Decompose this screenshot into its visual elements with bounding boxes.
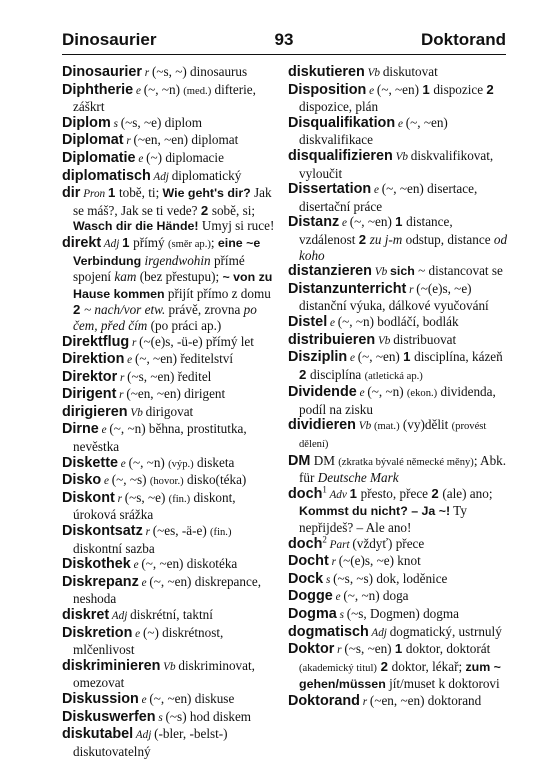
headword: Dock	[288, 570, 324, 587]
headword: doch	[288, 535, 323, 552]
example-phrase: Kommst du nicht? – Ja ~!	[299, 504, 451, 519]
translation-text: (~, ~en) diskrepance, neshoda	[73, 573, 262, 607]
grammar-tag: e	[332, 591, 344, 604]
translation-text: diskontní sazba	[73, 540, 155, 556]
entry-disziplin	[288, 349, 508, 384]
translation-text: (~s) hod diskem	[165, 708, 252, 724]
translation-text: (~) diplomacie	[146, 149, 224, 165]
grammar-tag: e	[339, 217, 350, 230]
headword: Distanzunterricht	[288, 280, 407, 297]
translation-text: (-bler, -belst-) diskutovatelný	[73, 726, 228, 759]
translation-text: difterie, záškrt	[73, 81, 256, 115]
grammar-tag: e	[124, 354, 135, 367]
grammar-tag: Vb	[364, 67, 383, 79]
translation-text: (~, ~en)	[349, 214, 396, 230]
translation-text: dirigovat	[145, 403, 194, 419]
translation-text: (~, ~en) disertace, disertační práce	[299, 181, 478, 214]
grammar-tag: r	[406, 283, 417, 296]
translation-text: sobě, si;	[211, 202, 256, 218]
entry-disko	[62, 472, 280, 490]
grammar-tag: Adj	[109, 610, 131, 622]
grammar-tag: e	[98, 424, 110, 437]
usage-note: (atletická ap.)	[364, 370, 423, 382]
translation-text: dispozice	[433, 81, 487, 97]
headword: Dissertation	[288, 181, 372, 198]
translation-text: diskvalifikovat, vyloučit	[299, 147, 494, 181]
sense-number: 2	[376, 658, 392, 674]
headword: Doktor	[288, 641, 335, 658]
grammar-tag: Pron	[80, 188, 108, 201]
headword: diskriminieren	[62, 657, 161, 674]
entry-distanz	[288, 214, 508, 263]
sense-number: 1	[107, 185, 119, 201]
translation-text: (~) diskrétnost, mlčenlivost	[73, 624, 224, 658]
headword: distribuieren	[288, 331, 376, 348]
headword: direkt	[62, 234, 102, 251]
entry-distanzunterricht	[288, 281, 508, 314]
headword: doch	[288, 485, 323, 502]
translation-text: odstup, distance	[402, 231, 494, 247]
translation-text: diskriminovat, omezovat	[73, 657, 255, 691]
entry-dock	[288, 571, 508, 589]
grammar-tag: e	[130, 559, 142, 572]
homograph-number: 2	[322, 534, 327, 545]
grammar-tag: r	[142, 526, 153, 539]
grammar-tag: Vb	[127, 406, 146, 419]
entry-disposition	[288, 82, 508, 115]
translation-text: (~s, ~e)	[124, 489, 169, 505]
headword: Direktor	[62, 368, 118, 385]
grammar-tag: s	[336, 609, 347, 621]
translation-text: (~, ~n)	[128, 454, 169, 470]
translation-text: (~, ~n) doga	[343, 588, 409, 604]
translation-text: doktor, lékař;	[391, 658, 466, 674]
translation-text: (~s, ~en) ředitel	[127, 368, 212, 384]
headword: Diskette	[62, 454, 118, 471]
headword: Disposition	[288, 81, 367, 98]
translation-text: ~ distancovat se	[414, 263, 503, 279]
entry-diskont	[62, 490, 280, 523]
translation-text: (~, ~en) diskotéka	[141, 556, 238, 572]
headword: Diskrepanz	[62, 573, 139, 590]
entry-diskretion	[62, 625, 280, 658]
page-header	[62, 30, 506, 56]
entry-diplomatie	[62, 150, 280, 168]
translation-text: (~(e)s, ~e) knot	[338, 553, 421, 569]
headword: Docht	[288, 553, 329, 570]
headword: Direktflug	[62, 333, 130, 350]
usage-note: (fin.)	[168, 493, 191, 505]
translation-text: (~, ~en) diskvalifikace	[299, 114, 448, 148]
entry-diskothek	[62, 556, 280, 574]
headword: Dinosaurier	[62, 64, 142, 80]
headword: Diskussion	[62, 690, 139, 707]
headword: dogmatisch	[288, 623, 369, 640]
translation-text: dispozice, plán	[299, 99, 379, 115]
example-phrase: Wie geht's dir?	[162, 186, 251, 201]
usage-note: (výp.)	[168, 458, 194, 470]
usage-note: (fin.)	[210, 527, 232, 539]
sense-number: 1	[349, 485, 361, 501]
grammar-tag: Adj	[368, 626, 390, 639]
translation-text: (~, ~en)	[376, 81, 423, 97]
grammar-tag: r	[116, 389, 127, 402]
translation-text: (~, ~en)	[357, 349, 404, 365]
grammar-tag: Part	[326, 538, 353, 551]
translation-text: distance, vzdálenost	[299, 214, 453, 247]
example-phrase: sich	[390, 264, 415, 279]
headword: dirigieren	[62, 403, 128, 420]
usage-note: (med.)	[183, 85, 212, 97]
translation-text: přijít přímo z domu	[164, 285, 271, 301]
grammar-tag: e	[138, 576, 150, 589]
homograph-number: 1	[322, 484, 327, 495]
italic-note: zu j-m	[369, 231, 403, 247]
right-column	[288, 64, 508, 711]
grammar-tag: e	[135, 152, 147, 165]
header-first-entry: Dinosaurier	[62, 30, 157, 49]
translation-text: (~, ~n)	[143, 81, 184, 97]
entry-doktor	[288, 641, 508, 693]
entry-dividende	[288, 384, 508, 417]
entry-diskutabel	[62, 726, 280, 759]
entry-direktion	[62, 351, 280, 369]
entry-disqualifikation	[288, 115, 508, 148]
entry-diplomatisch	[62, 168, 280, 186]
grammar-tag: e	[356, 387, 368, 400]
example-phrase: ~ von zu Hause kommen	[73, 270, 273, 301]
usage-note: (mat.)	[374, 421, 400, 433]
headword: Diskont	[62, 489, 115, 506]
italic-note: kam	[114, 269, 137, 285]
entry-diskette	[62, 455, 280, 473]
grammar-tag: Vb	[355, 420, 375, 433]
headword: Diplomatie	[62, 149, 136, 166]
headword: Diskothek	[62, 556, 131, 573]
entry-distribuieren	[288, 332, 508, 350]
grammar-tag: e	[327, 316, 338, 329]
headword: DM	[288, 452, 311, 469]
entry-dirigent	[62, 386, 280, 404]
translation-text: (vždyť) přece	[352, 535, 425, 551]
sense-number: 2	[486, 81, 494, 97]
grammar-tag: r	[141, 67, 152, 79]
grammar-tag: Vb	[160, 660, 179, 673]
grammar-tag: r	[359, 695, 370, 708]
headword: Distel	[288, 313, 328, 330]
grammar-tag: r	[114, 492, 125, 505]
translation-text: distribuovat	[393, 331, 457, 347]
italic-note: irgendwohin	[141, 252, 211, 268]
entry-dissertation	[288, 181, 508, 214]
sense-number: 1	[394, 641, 406, 657]
entry-doktorand	[288, 693, 508, 711]
usage-note: (ekon.)	[406, 388, 438, 400]
translation-text: právě, zrovna	[165, 302, 244, 318]
grammar-tag: e	[371, 184, 382, 197]
header-rule	[62, 54, 506, 55]
entry-diskussion	[62, 691, 280, 709]
entry-dinosaurier	[62, 64, 280, 82]
translation-text: dividenda, podíl na zisku	[299, 384, 496, 417]
translation-text: doktor, doktorát	[405, 641, 491, 657]
headword: diskutabel	[62, 726, 134, 743]
header-last-entry: Doktorand	[421, 30, 506, 49]
translation-text: (~, ~n)	[367, 384, 407, 400]
grammar-tag: r	[129, 336, 140, 349]
grammar-tag: Adj	[101, 237, 123, 250]
translation-text: diskont, úroková srážka	[73, 489, 236, 523]
headword: Disqualifikation	[288, 114, 396, 131]
headword: Dogge	[288, 588, 333, 605]
example-phrase: Wasch dir die Hände!	[73, 219, 199, 234]
usage-note: (provést dělení)	[299, 421, 487, 451]
sense-number: 2	[299, 366, 310, 382]
headword: Direktion	[62, 351, 125, 368]
grammar-tag: r	[328, 556, 339, 569]
grammar-tag: Adv	[326, 488, 350, 501]
translation-text: (~, ~s)	[111, 472, 150, 488]
sense-number: 1	[122, 234, 134, 250]
translation-text: přímý	[133, 234, 168, 250]
entry-dirne	[62, 421, 280, 454]
usage-note: (akademický titul)	[299, 662, 377, 674]
translation-text: jít/muset k doktorovi	[385, 676, 500, 692]
entry-doch1	[288, 486, 508, 536]
headword: Disko	[62, 472, 102, 489]
usage-note: (směr ap.)	[167, 238, 211, 250]
translation-text: (~s, ~e) diplom	[120, 114, 203, 130]
grammar-tag: e	[138, 693, 150, 706]
translation-text: (~s, ~) dinosaurus	[151, 64, 248, 79]
entry-distel	[288, 314, 508, 332]
entry-direkt	[62, 235, 280, 334]
grammar-tag: r	[117, 371, 128, 384]
headword: Disziplin	[288, 349, 348, 366]
grammar-tag: Vb	[375, 334, 394, 347]
headword: diskret	[62, 607, 110, 623]
grammar-tag: Adj	[133, 729, 155, 742]
grammar-tag: Vb	[371, 266, 391, 279]
headword: dir	[62, 185, 81, 202]
grammar-tag: Vb	[392, 150, 411, 163]
entry-dividieren	[288, 417, 508, 452]
grammar-tag: e	[366, 84, 377, 97]
grammar-tag: e	[132, 627, 143, 640]
headword: Distanz	[288, 214, 340, 231]
entry-diskret	[62, 607, 280, 625]
headword: diplomatisch	[62, 167, 151, 184]
grammar-tag: s	[323, 573, 334, 586]
translation-text: (~, ~en) diskuse	[149, 690, 235, 706]
translation-text: (po práci ap.)	[147, 317, 222, 333]
headword: distanzieren	[288, 263, 372, 280]
italic-note: po čem, před čím	[73, 302, 257, 333]
headword: disqualifizieren	[288, 147, 393, 164]
usage-note: (hovor.)	[149, 476, 184, 488]
translation-text: diskutovat	[382, 64, 438, 79]
headword: Diskuswerfen	[62, 708, 156, 725]
translation-text: (~s, ~s) dok, loděnice	[333, 570, 448, 586]
headword: Diplomat	[62, 132, 124, 149]
entry-dogge	[288, 588, 508, 606]
translation-text: (~, ~n) bodláčí, bodlák	[337, 313, 459, 329]
headword: Dogma	[288, 606, 337, 622]
grammar-tag: e	[133, 84, 144, 97]
sense-number: 2	[73, 302, 84, 318]
headword: Diskretion	[62, 624, 133, 641]
page-number: 93	[274, 30, 294, 49]
translation-text: disciplína, kázeň	[414, 349, 503, 365]
translation-text: tobě, ti;	[118, 185, 163, 201]
translation-text: Ty nepřijdeš? – Ale ano!	[299, 503, 467, 536]
grammar-tag: e	[395, 117, 406, 130]
grammar-tag: r	[334, 644, 345, 657]
example-phrase: zum ~ gehen/müssen	[299, 659, 501, 692]
entry-diskrepanz	[62, 574, 280, 607]
headword: Doktorand	[288, 692, 360, 709]
entry-direktflug	[62, 334, 280, 352]
translation-text: přímé spojení	[73, 252, 245, 285]
headword: diskutieren	[288, 64, 365, 80]
translation-text: diplomatický	[171, 167, 242, 183]
entry-diskuswerfen	[62, 709, 280, 727]
translation-text: (~(e)s, ~e) distanční výuka, dálkové vyučování	[299, 280, 489, 314]
translation-text: Jak se máš?, Jak se ti vede?	[73, 185, 272, 218]
sense-number: 1	[422, 81, 434, 97]
entry-dir	[62, 185, 280, 235]
entry-diskriminieren	[62, 658, 280, 691]
entry-diskutieren	[288, 64, 508, 82]
entry-dogma	[288, 606, 508, 624]
translation-text: disketa	[193, 454, 235, 470]
translation-text: (~(e)s, -ü-e) přímý let	[139, 333, 254, 349]
translation-text: ; Abk. für	[299, 452, 507, 486]
grammar-tag: e	[347, 352, 358, 365]
italic-note: od koho	[299, 231, 508, 263]
italic-note: ~ nach/vor etw.	[84, 302, 166, 318]
sense-number: 2	[431, 485, 443, 501]
translation-text: disciplína	[310, 366, 365, 382]
grammar-tag: Adj	[150, 170, 172, 183]
entry-disqualifizieren	[288, 148, 508, 181]
entry-diphtherie	[62, 82, 280, 115]
headword: Diphtherie	[62, 81, 134, 98]
grammar-tag: e	[118, 457, 129, 470]
headword: Dirigent	[62, 386, 117, 403]
translation-text: (vy)dělit	[399, 417, 452, 433]
translation-text: přesto, přece	[360, 485, 432, 501]
entry-doch2	[288, 536, 508, 554]
translation-text: (~, ~en) ředitelství	[134, 351, 234, 367]
headword: Diskontsatz	[62, 523, 143, 540]
grammar-tag: s	[110, 117, 121, 130]
italic-note: Deutsche Mark	[317, 470, 399, 486]
entry-diskontsatz	[62, 523, 280, 556]
entry-docht	[288, 553, 508, 571]
translation-text: (~s, Dogmen) dogma	[346, 606, 459, 621]
translation-text: (~en, ~en) diplomat	[133, 132, 239, 148]
grammar-tag: r	[123, 135, 134, 148]
sense-number: 2	[200, 202, 212, 218]
entry-distanzieren	[288, 263, 508, 281]
translation-text: disko(téka)	[183, 472, 247, 488]
grammar-tag: e	[101, 475, 112, 488]
entry-dirigieren	[62, 404, 280, 422]
entry-direktor	[62, 369, 280, 387]
entry-diplomat	[62, 132, 280, 150]
translation-text: (~s, ~en)	[344, 641, 395, 657]
sense-number: 2	[358, 231, 370, 247]
left-column	[62, 64, 280, 759]
translation-text: (~es, -ä-e)	[152, 523, 211, 539]
sense-number: 1	[403, 349, 415, 365]
usage-note: (zkratka bývalé německé měny)	[338, 456, 474, 468]
entry-dm	[288, 453, 508, 486]
entry-diplom	[62, 115, 280, 133]
entry-dogmatisch	[288, 624, 508, 642]
translation-text: DM	[310, 452, 339, 468]
translation-text: Umyj si ruce!	[198, 218, 275, 234]
headword: Dividende	[288, 384, 357, 401]
headword: Diplom	[62, 114, 111, 131]
translation-text: ;	[210, 234, 218, 250]
example-phrase: eine ~e Verbindung	[73, 235, 261, 268]
translation-text: (~en, ~en) dirigent	[126, 386, 226, 402]
headword: dividieren	[288, 417, 356, 434]
translation-text: (~, ~n) běhna, prostitutka, nevěstka	[73, 421, 247, 455]
grammar-tag: s	[155, 711, 166, 724]
headword: Dirne	[62, 421, 99, 438]
sense-number: 1	[395, 214, 407, 230]
translation-text: diskrétní, taktní	[130, 607, 213, 622]
translation-text: (ale) ano;	[442, 485, 493, 501]
translation-text: (bez přestupu);	[136, 269, 223, 285]
translation-text: (~en, ~en) doktorand	[369, 692, 482, 708]
translation-text: dogmatický, ustrnulý	[389, 623, 502, 639]
